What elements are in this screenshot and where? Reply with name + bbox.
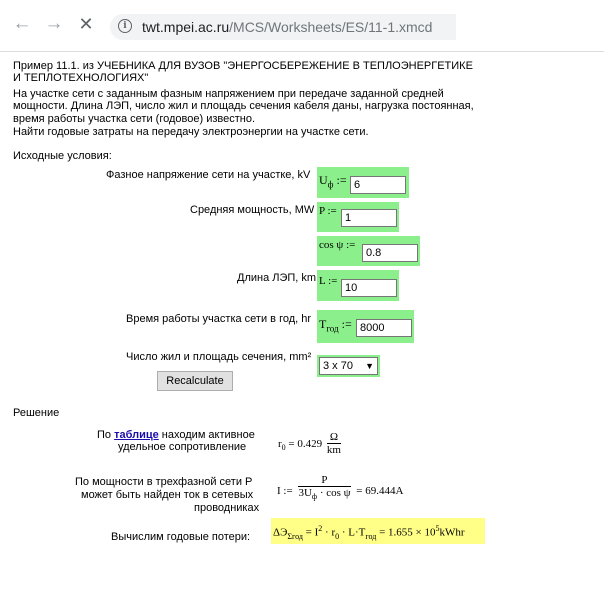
- i-den-pre: 3U: [298, 487, 312, 499]
- r-unit-den: km: [326, 444, 341, 456]
- r-lhs: r: [278, 438, 282, 450]
- cable-select[interactable]: [319, 357, 378, 375]
- address-bar[interactable]: [110, 14, 456, 40]
- url-path: /MCS/Worksheets/ES/11-1.xmcd: [229, 19, 433, 35]
- power-input-region: [317, 202, 399, 232]
- cable-label: Число жил и площадь сечения, mm²: [126, 351, 312, 363]
- r-sub: 0: [281, 443, 286, 453]
- loss-unit: kWhr: [439, 526, 465, 539]
- voltage-input-region: [317, 167, 409, 198]
- time-input[interactable]: 8000: [356, 319, 412, 337]
- stop-loading-icon[interactable]: ✕: [78, 14, 94, 34]
- cable-select-region: [317, 355, 380, 377]
- i-text-line-1: По мощности в трехфазной сети Р: [75, 476, 253, 488]
- forward-arrow-icon[interactable]: →: [44, 13, 64, 34]
- r-text-pre: По: [97, 429, 115, 441]
- loss-eq3: · L·T: [339, 526, 366, 539]
- r-text-line-2: удельное сопротивление: [118, 441, 247, 453]
- recalculate-button[interactable]: Recalculate: [157, 371, 233, 391]
- time-sub: год: [326, 323, 339, 334]
- url-text[interactable]: [142, 19, 432, 35]
- solution-heading: Решение: [13, 407, 60, 419]
- voltage-input[interactable]: 6: [350, 176, 406, 194]
- i-den-post: · cos ψ: [317, 487, 351, 499]
- length-input[interactable]: 10: [341, 279, 397, 297]
- time-var: T: [319, 317, 327, 331]
- r-text-line-1: [97, 429, 255, 441]
- cable-select-value: 3 x 70: [323, 360, 353, 372]
- time-assign: :=: [341, 317, 352, 331]
- loss-sub: Σгод: [287, 531, 303, 541]
- voltage-assign: :=: [336, 173, 347, 187]
- length-input-region: [317, 270, 399, 301]
- i-text-line-3: проводниках: [194, 502, 260, 514]
- header-line-2: И ТЕПЛОТЕХНОЛОГИЯХ": [13, 72, 149, 84]
- loss-eq1: = I: [302, 526, 319, 539]
- initial-conditions-heading: Исходные условия:: [13, 150, 112, 162]
- description-line-3: время работы участка сети (годовое) известно.: [13, 113, 256, 125]
- chevron-down-icon: ▼: [365, 361, 374, 371]
- info-icon[interactable]: i: [118, 19, 132, 33]
- cos-assign: :=: [346, 239, 356, 251]
- url-host: twt.mpei.ac.ru: [142, 19, 230, 35]
- r-unit-num: Ω: [327, 431, 341, 444]
- power-label: Средняя мощность, MW: [190, 204, 315, 216]
- voltage-var: U: [319, 173, 328, 187]
- i-text-line-2: может быть найден ток в сетевых: [81, 489, 254, 501]
- i-lhs: I :=: [277, 485, 293, 497]
- length-assign: :=: [328, 275, 338, 287]
- loss-sub3: год: [365, 531, 377, 541]
- browser-toolbar: [0, 0, 604, 52]
- loss-lhs: ΔЭ: [273, 526, 288, 539]
- i-formula: [277, 474, 403, 501]
- r-formula: [278, 431, 341, 463]
- header-line-1: Пример 11.1. из УЧЕБНИКА ДЛЯ ВУЗОВ "ЭНЕРГОСБЕРЕЖЕНИЕ В ТЕПЛОЭНЕРГЕТИКЕ: [13, 60, 473, 72]
- i-num: P: [298, 474, 350, 487]
- back-arrow-icon[interactable]: ←: [12, 13, 32, 34]
- cos-var: cos ψ: [319, 239, 344, 251]
- toolbar-divider: [0, 51, 604, 52]
- voltage-label: Фазное напряжение сети на участке, kV: [106, 169, 311, 181]
- length-label: Длина ЛЭП, km: [237, 272, 317, 284]
- loss-formula: [273, 524, 465, 541]
- loss-eq4: = 1.655 × 10: [376, 526, 436, 539]
- description-line-2: мощности. Длина ЛЭП, число жил и площадь сечения кабеля даны, нагрузка постоянная,: [13, 100, 474, 112]
- loss-sub2: 0: [335, 531, 340, 541]
- task-line: Найти годовые затраты на передачу электроэнергии на участке сети.: [13, 126, 369, 138]
- time-label: Время работы участка сети в год, hr: [126, 313, 312, 325]
- power-assign: :=: [327, 205, 337, 217]
- loss-sup2: 5: [435, 524, 440, 533]
- cos-input-region: [317, 236, 420, 266]
- voltage-sub: ф: [327, 179, 334, 190]
- r-text-post: находим активное: [158, 429, 255, 441]
- power-input[interactable]: 1: [341, 209, 397, 227]
- power-var: P: [319, 205, 325, 217]
- cos-input[interactable]: 0.8: [362, 244, 418, 262]
- loss-eq2: · r: [322, 526, 336, 539]
- r-eq: = 0.429: [285, 438, 323, 450]
- i-result: = 69.444A: [356, 485, 404, 497]
- loss-result-region: [271, 518, 485, 544]
- time-input-region: [317, 310, 414, 343]
- description-line-1: На участке сети с заданным фазным напряжением при передаче заданной средней: [13, 88, 444, 100]
- length-var: L: [319, 275, 326, 287]
- table-link[interactable]: таблице: [114, 429, 159, 441]
- loss-sup: 2: [318, 524, 323, 533]
- loss-text: Вычислим годовые потери:: [111, 531, 251, 543]
- i-den-sub: ф: [311, 492, 318, 502]
